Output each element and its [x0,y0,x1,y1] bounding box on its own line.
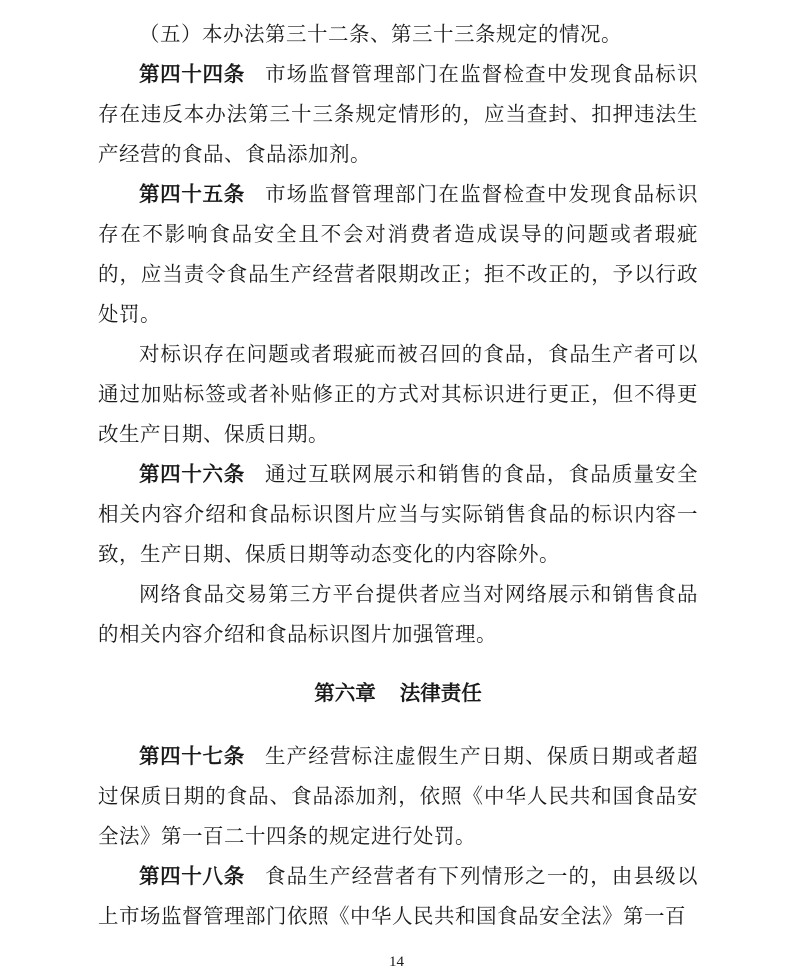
document-page [98,14,698,936]
article-44 [98,54,698,174]
paragraph-text: 生产经营标注虚假生产日期、保质日期或者超过保质日期的食品、食品添加剂，依照《中华人民共和国食品安全法》第一百二十四条的规定进行处罚。 [98,744,698,848]
article-46 [98,454,698,574]
chapter-heading [98,673,698,713]
paragraph-text: 市场监督管理部门在监督检查中发现食品标识存在不影响食品安全且不会对消费者造成误导的问题或者瑕疵的，应当责令食品生产经营者限期改正；拒不改正的，予以行政处罚。 [98,182,698,326]
paragraph-item-five [98,14,698,54]
article-45 [98,174,698,334]
article-label: 第四十四条 [139,62,245,86]
article-47 [98,736,698,856]
paragraph-text: 对标识存在问题或者瑕疵而被召回的食品，食品生产者可以通过加贴标签或者补贴修正的方式对其标识进行更正，但不得更改生产日期、保质日期。 [98,342,698,446]
article-label: 第四十六条 [139,462,245,486]
article-label: 第四十五条 [139,182,245,206]
article-label: 第四十八条 [139,864,245,888]
chapter-title: 法律责任 [399,681,482,705]
article-48 [98,856,698,936]
paragraph-text: 网络食品交易第三方平台提供者应当对网络展示和销售食品的相关内容介绍和食品标识图片加强管理。 [98,582,698,646]
paragraph-text: （五）本办法第三十二条、第三十三条规定的情况。 [139,22,622,46]
chapter-number: 第六章 [314,681,376,705]
paragraph-text: 食品生产经营者有下列情形之一的，由县级以上市场监督管理部门依照《中华人民共和国食品安全法》第一百 [98,864,698,928]
article-45-paragraph-2 [98,334,698,454]
paragraph-text: 通过互联网展示和销售的食品，食品质量安全相关内容介绍和食品标识图片应当与实际销售食品的标识内容一致，生产日期、保质日期等动态变化的内容除外。 [98,462,698,566]
article-label: 第四十七条 [139,744,245,768]
paragraph-text: 市场监督管理部门在监督检查中发现食品标识存在违反本办法第三十三条规定情形的，应当查封、扣押违法生产经营的食品、食品添加剂。 [98,62,698,166]
article-46-paragraph-2 [98,574,698,654]
page-number: 14 [389,954,404,970]
